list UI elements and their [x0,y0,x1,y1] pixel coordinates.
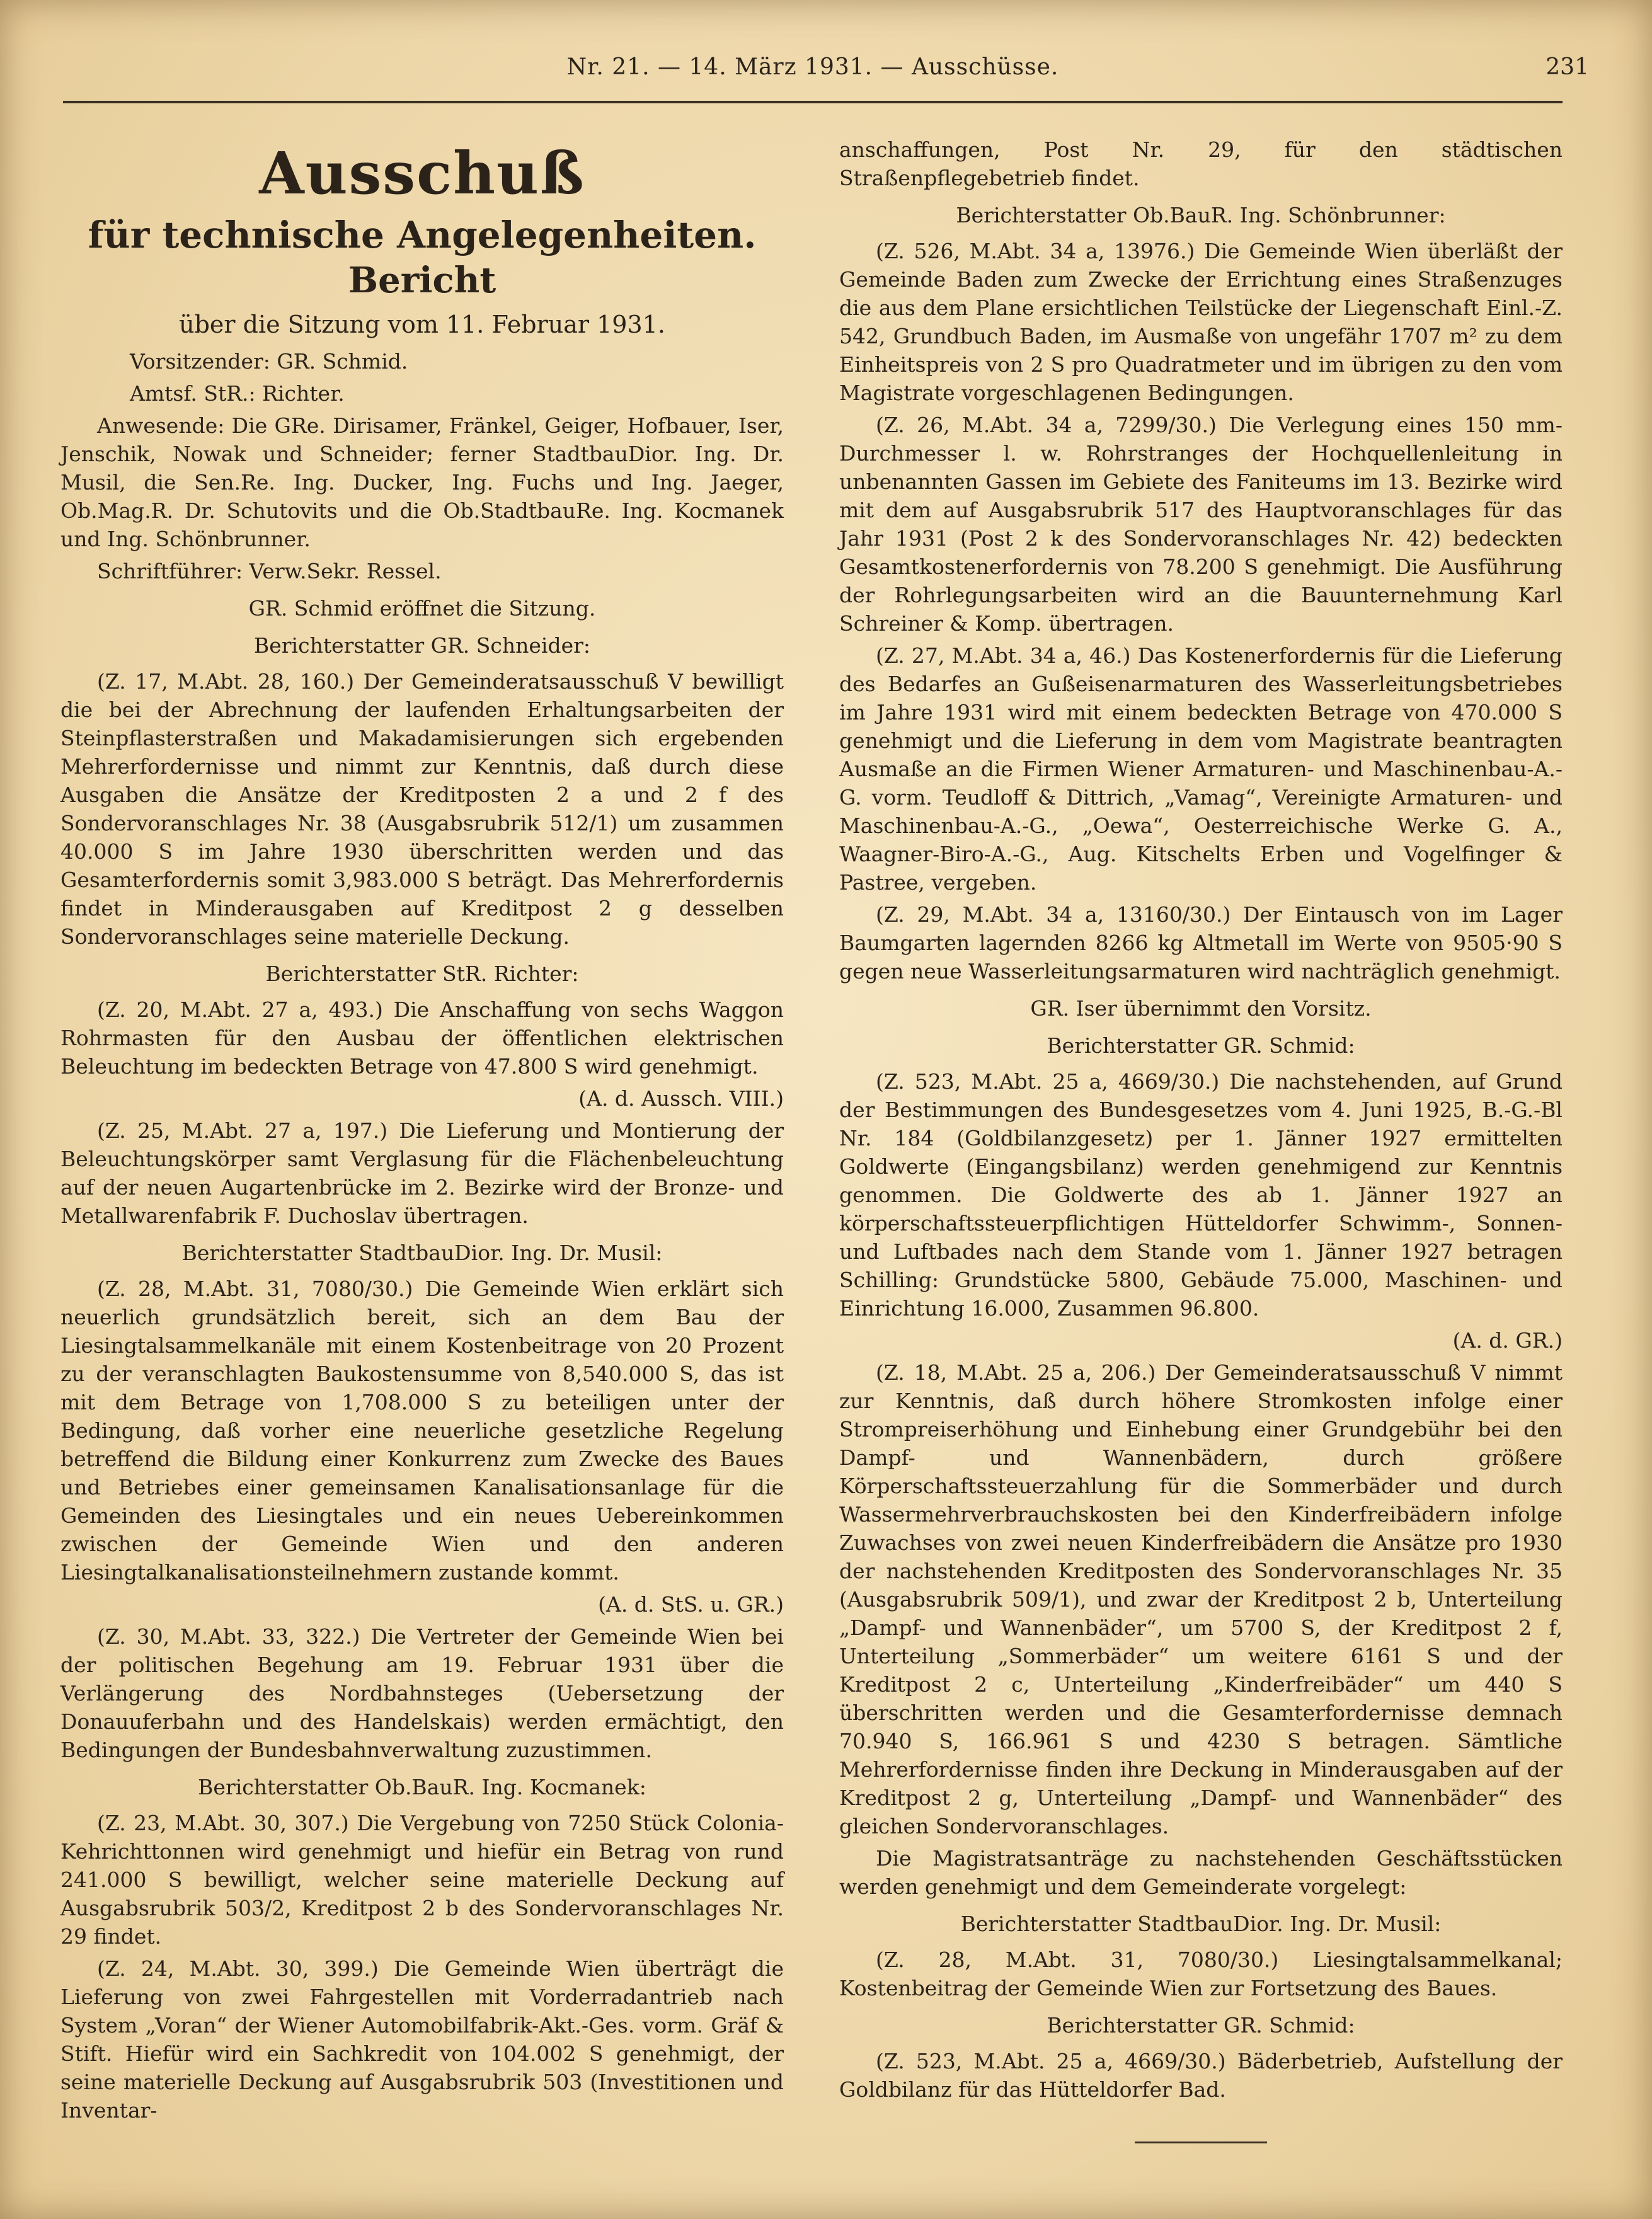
official-line: Amtsf. StR.: Richter. [130,381,345,406]
agenda-item: (Z. 30, M.Abt. 33, 322.) Die Vertreter der Gemeinde Wien bei der politischen Begehung am 19. Februar 1931 über die Verlängerung des Nordbahnsteges (Uebersetzung der Donauuferbahn und des Handelskais) werden ermächtigt, den Bedingungen der Bundesbahnverwaltung zuzustimmen. [60,1624,784,1762]
opening-line: GR. Schmid eröffnet die Sitzung. [248,596,596,621]
agenda-item: (Z. 25, M.Abt. 27 a, 197.) Die Lieferung und Montierung der Beleuchtungskörper samt Verglasung für die Flächenbeleuchtung auf der neuen Augartenbrücke im 2. Bezirke wird der Bronze- und Metallwarenfabrik F. Duchoslav übertragen. [60,1118,784,1228]
rapporteur-heading: Berichterstatter StR. Richter: [265,961,579,986]
page-number: 231 [1546,54,1589,80]
attendees-paragraph: Anwesende: Die GRe. Dirisamer, Fränkel, Geiger, Hofbauer, Iser, Jenschik, Nowak und Schneider; ferner StadtbauDior. Ing. Dr. Musil, die Sen.Re. Ing. Ducker, Ing. Fuchs und Ing. Jaeger, Ob.Mag.R. Dr. Schutovits und die Ob.StadtbauRe. Ing. Kocmanek und Ing. Schönbrunner. [60,413,784,551]
rapporteur-heading: Berichterstatter Ob.BauR. Ing. Schönbrunner: [956,203,1446,227]
session-date: über die Sitzung vom 11. Februar 1931. [179,311,665,338]
agenda-item: (Z. 29, M.Abt. 34 a, 13160/30.) Der Eintausch von im Lager Baumgarten lagernden 8266 kg Altmetall im Werte von 9505·90 S gegen neue Wasserleitungsarmaturen wird nachträglich genehmigt. [839,902,1563,983]
agenda-item: (Z. 523, M.Abt. 25 a, 4669/30.) Die nachstehenden, auf Grund der Bestimmungen des Bundesgesetzes vom 4. Juni 1925, B.-G.-Bl Nr. 184 (Goldbilanzgesetz) per 1. Jänner 1927 ermittelten Goldwerte (Eingangsbilanz) werden genehmigend zur Kenntnis genommen. Die Goldwerte des ab 1. Jänner 1927 an körperschaftssteuerpflichtigen Hütteldorfer Schwimm-, Sonnen- und Luftbades nach dem Stande vom 1. Jänner 1927 betragen Schilling: Grundstücke 5800, Gebäude 75.000, Maschinen- und Einrichtung 16.000, Zusammen 96.800. [839,1069,1563,1321]
rapporteur-heading: Berichterstatter GR. Schmid: [1047,1033,1355,1058]
agenda-item: (Z. 28, M.Abt. 31, 7080/30.) Die Gemeinde Wien erklärt sich neuerlich grundsätzlich bereit, sich an dem Bau der Liesingtalsammelkanäle mit einem Kostenbeitrage von 20 Prozent zu der veranschlagten Baukostensumme von 8,540.000 S, das ist mit dem Betrage von 1,708.000 S zu beteiligen unter der Bedingung, daß vorher eine neuerliche gesetzliche Regelung betreffend die Bildung einer Konkurrenz zum Zwecke des Baues und Betriebes einer gemeinsamen Kanalisationsanlage für die Gemeinden des Liesingtales und ein neues Uebereinkommen zwischen der Gemeinde Wien und den anderen Liesingtalkanalisationsteilnehmern zustande kommt. [60,1276,784,1585]
report-heading: Bericht [348,260,496,301]
right-column [839,135,1563,2143]
rapporteur-heading: Berichterstatter StadtbauDior. Ing. Dr. Musil: [960,1912,1442,1936]
agenda-item: (Z. 17, M.Abt. 28, 160.) Der Gemeinderatsausschuß V bewilligt die bei der Abrechnung der laufenden Erhaltungsarbeiten der Steinpflasterstraßen und Makadamisierungen sich ergebenden Mehrerfordernisse und nimmt zur Kenntnis, daß durch diese Ausgaben die Ansätze der Kreditposten 2 a und 2 f des Sondervoranschlages Nr. 38 (Ausgabsrubrik 512/1) um zusammen 40.000 S im Jahre 1930 überschritten werden und das Gesamterfordernis somit 3,983.000 S beträgt. Das Mehrerfordernis findet in Minderausgaben auf Kreditpost 2 g desselben Sondervoranschlages seine materielle Deckung. [60,669,784,949]
referral-note: (A. d. StS. u. GR.) [598,1592,784,1617]
agenda-item: (Z. 18, M.Abt. 25 a, 206.) Der Gemeinderatsausschuß V nimmt zur Kenntnis, daß durch höhere Stromkosten infolge einer Strompreiserhöhung und Einhebung einer Grundgebühr bei den Dampf- und Wannenbädern, durch größere Körperschaftssteuerzahlung für die Sommerbäder und durch Wassermehrverbrauchskosten bei den Kinderfreibädern infolge Zuwachses von zwei neuen Kinderfreibädern die Ansätze pro 1930 der nachstehenden Kreditposten des Sondervoranschlages Nr. 35 (Ausgabsrubrik 509/1), und zwar der Kreditpost 2 b, Unterteilung „Dampf- und Wannenbäder“, um 5700 S, der Kreditpost 2 f, Unterteilung „Sommerbäder“ um weitere 6161 S und der Kreditpost 2 c, Unterteilung „Kinderfreibäder“ um 440 S überschritten werden und die Gesamterfordernisse demnach 70.940 S, 166.961 S und 4230 S betragen. Sämtliche Mehrerfordernisse finden ihre Deckung in Minderausgaben auf der Kreditpost 2 g, Unterteilung „Dampf- und Wannenbäder“ des gleichen Sondervoranschlages. [839,1360,1563,1838]
rapporteur-heading: Berichterstatter Ob.BauR. Ing. Kocmanek: [198,1775,646,1799]
section-title: Ausschuß [259,139,585,207]
continued-paragraph: anschaffungen, Post Nr. 29, für den städtischen Straßenpflegebetrieb findet. [839,137,1563,190]
header-rule [63,101,1563,103]
rapporteur-heading: Berichterstatter GR. Schneider: [253,633,590,658]
referral-note: (A. d. Aussch. VIII.) [578,1086,784,1111]
secretary-line: Schriftführer: Verw.Sekr. Ressel. [97,559,442,583]
chair-line: Vorsitzender: GR. Schmid. [130,349,408,374]
agenda-item: (Z. 27, M.Abt. 34 a, 46.) Das Kostenerfordernis für die Lieferung des Bedarfes an Gußeisenarmaturen des Wasserleitungsbetriebes im Jahre 1931 wird mit einem bedeckten Betrage von 470.000 S genehmigt und die Lieferung in dem vom Magistrate beantragten Ausmaße an die Firmen Wiener Armaturen- und Maschinenbau-A.-G. vorm. Teudloff & Dittrich, „Vamag“, Vereinigte Armaturen- und Maschinenbau-A.-G., „Oewa“, Oesterreichische Werke G. A., Waagner-Biro-A.-G., Aug. Kitschelts Erben und Vogelfinger & Pastree, vergeben. [839,643,1563,895]
running-head: Nr. 21. — 14. März 1931. — Ausschüsse. [566,54,1059,80]
agenda-item: (Z. 523, M.Abt. 25 a, 4669/30.) Bäderbetrieb, Aufstellung der Goldbilanz für das Hütteldorfer Bad. [839,2049,1563,2102]
section-subtitle: für technische Angelegenheiten. [88,214,757,256]
agenda-item: (Z. 23, M.Abt. 30, 307.) Die Vergebung von 7250 Stück Colonia-Kehrichttonnen wird genehmigt und hiefür ein Betrag von rund 241.000 S bewilligt, welcher seine materielle Deckung auf Ausgabsrubrik 503/2, Kreditpost 2 b des Sondervoranschlages Nr. 29 findet. [60,1811,784,1949]
rapporteur-heading: Berichterstatter StadtbauDior. Ing. Dr. Musil: [181,1241,663,1265]
chair-change-line: GR. Iser übernimmt den Vorsitz. [1030,996,1372,1021]
agenda-item: (Z. 24, M.Abt. 30, 399.) Die Gemeinde Wien überträgt die Lieferung von zwei Fahrgestellen mit Vorderradantrieb nach System „Voran“ der Wiener Automobilfabrik-Akt.-Ges. vorm. Gräf & Stift. Hiefür wird ein Sachkredit von 104.002 S genehmigt, der seine materielle Deckung auf Ausgabsrubrik 503 (Investitionen und Inventar- [60,1956,784,2123]
agenda-item: (Z. 28, M.Abt. 31, 7080/30.) Liesingtalsammelkanal; Kostenbeitrag der Gemeinde Wien zur Fortsetzung des Baues. [839,1947,1563,2000]
left-column [60,135,784,2128]
agenda-item: (Z. 526, M.Abt. 34 a, 13976.) Die Gemeinde Wien überläßt der Gemeinde Baden zum Zwecke der Errichtung eines Straßenzuges die aus dem Plane ersichtlichen Teilstücke der Liegenschaft Einl.-Z. 542, Grundbuch Baden, im Ausmaße von ungefähr 1707 m² zu dem Einheitspreis von 2 S pro Quadratmeter und im übrigen zu den vom Magistrate vorgeschlagenen Bedingungen. [839,239,1563,405]
agenda-item: (Z. 26, M.Abt. 34 a, 7299/30.) Die Verlegung eines 150 mm-Durchmesser l. w. Rohrstranges der Hochquellenleitung in unbenannten Gassen im Gebiete des Faniteums im 13. Bezirke wird mit dem auf Ausgabsrubrik 517 des Hauptvoranschlages für das Jahr 1931 (Post 2 k des Sondervoranschlages Nr. 42) bedeckten Gesamtkostenerfordernis von 78.200 S genehmigt. Die Ausführung der Rohrlegungsarbeiten wird an die Bauunternehmung Karl Schreiner & Komp. übertragen. [839,413,1563,636]
end-rule [1135,2142,1267,2143]
council-motion-intro: Die Magistratsanträge zu nachstehenden Geschäftsstücken werden genehmigt und dem Gemeinderate vorgelegt: [839,1846,1563,1899]
rapporteur-heading: Berichterstatter GR. Schmid: [1047,2013,1355,2038]
agenda-item: (Z. 20, M.Abt. 27 a, 493.) Die Anschaffung von sechs Waggon Rohrmasten für den Ausbau der öffentlichen elektrischen Beleuchtung im bedeckten Betrage von 47.800 S wird genehmigt. [60,997,784,1079]
referral-note: (A. d. GR.) [1452,1328,1563,1353]
